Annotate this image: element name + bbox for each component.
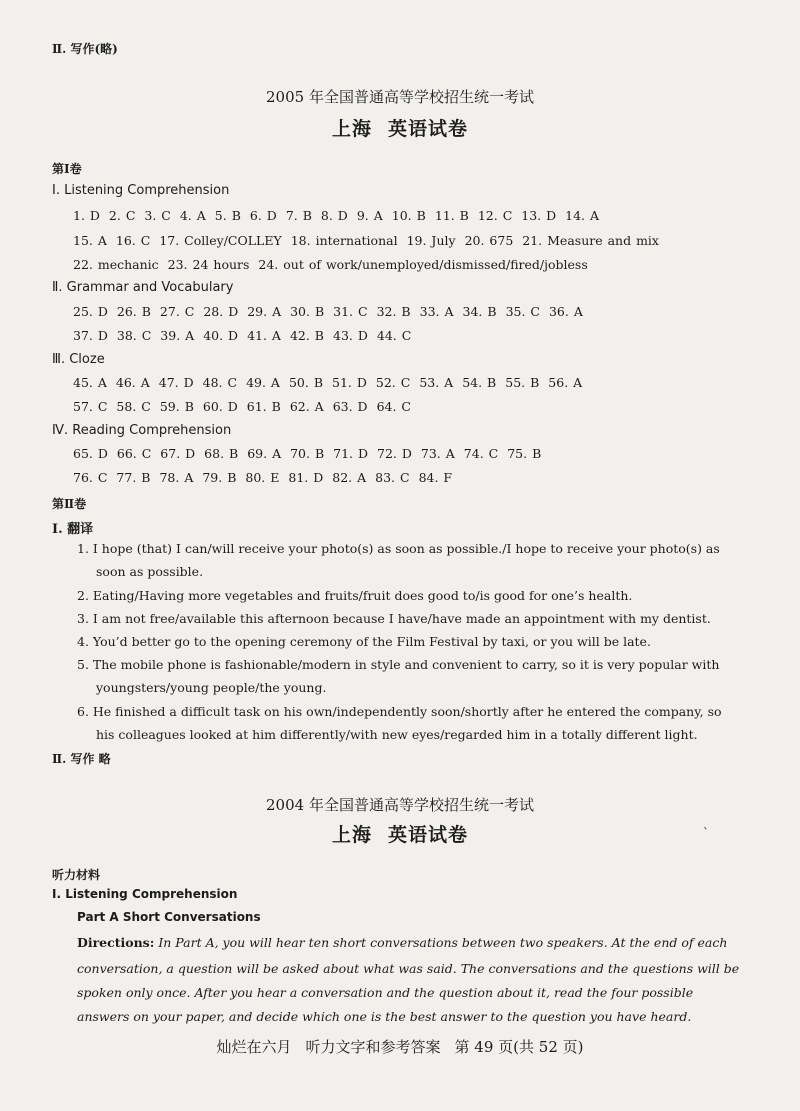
answer-item: 26. B bbox=[116, 304, 151, 319]
answer-item: 50. B bbox=[288, 375, 324, 390]
answer-item: 54. B bbox=[462, 375, 497, 390]
answer-item: 8. D bbox=[320, 208, 348, 223]
answer-item: 42. B bbox=[289, 328, 324, 343]
answer-item: 78. A bbox=[159, 470, 194, 485]
page-footer bbox=[0, 1036, 800, 1057]
listening-row-3 bbox=[73, 257, 597, 272]
directions-label: Directions: bbox=[77, 935, 155, 950]
footer-page-number: 第 49 页(共 52 页) bbox=[454, 1038, 584, 1056]
answer-item: 7. B bbox=[285, 208, 312, 223]
exam-2004-title bbox=[0, 820, 800, 847]
directions-line-3: spoken only once. After you hear a conversation and the question about it, read the four possible bbox=[77, 985, 694, 1000]
answer-item: 30. B bbox=[290, 304, 325, 319]
reading-section-title: Ⅳ. Reading Comprehension bbox=[52, 423, 232, 438]
translation-section-title: Ⅰ. 翻译 bbox=[52, 522, 94, 537]
answer-item: 5. B bbox=[214, 208, 241, 223]
exam-2004-year-title: 2004 年全国普通高等学校招生统一考试 bbox=[266, 796, 534, 814]
answer-item: 53. A bbox=[419, 375, 454, 390]
answer-item: 29. A bbox=[247, 304, 282, 319]
answer-item: 64. C bbox=[376, 399, 411, 414]
grammar-row-2 bbox=[73, 328, 420, 343]
translation-item-6: 6. He finished a difficult task on his own/independently soon/shortly after he entered the company, so bbox=[77, 704, 722, 719]
answer-item: 4. A bbox=[179, 208, 206, 223]
answer-item: 12. C bbox=[477, 208, 513, 223]
answer-item: 61. B bbox=[246, 399, 281, 414]
answer-item: 69. A bbox=[247, 446, 282, 461]
footer-section: 听力文字和参考答案 bbox=[305, 1038, 441, 1056]
answer-item: 36. A bbox=[548, 304, 583, 319]
answer-item: 27. C bbox=[159, 304, 195, 319]
answer-item: 82. A bbox=[332, 470, 367, 485]
grammar-row-1 bbox=[73, 304, 592, 319]
answer-item: 3. C bbox=[144, 208, 171, 223]
answer-item: 18. international bbox=[290, 233, 398, 248]
answer-item: 21. Measure and mix bbox=[522, 233, 659, 248]
listening-material-label: 听力材料 bbox=[52, 868, 101, 882]
cloze-row-1 bbox=[73, 375, 591, 390]
directions-line-4: answers on your paper, and decide which one is the best answer to the question you have heard. bbox=[77, 1009, 692, 1024]
answer-item: 55. B bbox=[505, 375, 540, 390]
answer-item: 57. C bbox=[73, 399, 108, 414]
exam-2005-subject: 英语试卷 bbox=[388, 118, 469, 140]
answer-item: 76. C bbox=[73, 470, 108, 485]
answer-item: 10. B bbox=[391, 208, 426, 223]
translation-item-1: 1. I hope (that) I can/will receive your photo(s) as soon as possible./I hope to receive your photo(s) as bbox=[77, 541, 720, 556]
answer-item: 84. F bbox=[418, 470, 453, 485]
answer-item: 31. C bbox=[333, 304, 368, 319]
answer-item: 70. B bbox=[290, 446, 325, 461]
translation-item-4: 4. You’d better go to the opening ceremony of the Film Festival by taxi, or you will be late. bbox=[77, 634, 651, 649]
translation-item-5: 5. The mobile phone is fashionable/modern in style and convenient to carry, so it is very popular with bbox=[77, 657, 720, 672]
exam-2004-region: 上海 bbox=[331, 824, 372, 846]
answer-item: 19. July bbox=[406, 233, 456, 248]
answer-item: 74. C bbox=[463, 446, 499, 461]
cloze-row-2 bbox=[73, 399, 420, 414]
answer-item: 67. D bbox=[160, 446, 196, 461]
answer-item: 39. A bbox=[160, 328, 195, 343]
answer-item: 68. B bbox=[204, 446, 239, 461]
answer-item: 20. 675 bbox=[464, 233, 514, 248]
answer-item: 9. A bbox=[356, 208, 383, 223]
answer-item: 1. D bbox=[73, 208, 100, 223]
answer-item: 48. C bbox=[202, 375, 238, 390]
reading-row-2 bbox=[73, 470, 461, 485]
answer-item: 43. D bbox=[333, 328, 368, 343]
answer-item: 23. 24 hours bbox=[167, 257, 250, 272]
previous-writing-section: Ⅱ. 写作(略) bbox=[52, 42, 118, 56]
answer-item: 15. A bbox=[73, 233, 107, 248]
answer-item: 25. D bbox=[73, 304, 108, 319]
answer-item: 79. B bbox=[202, 470, 237, 485]
answer-item: 6. D bbox=[249, 208, 277, 223]
listening-row-1 bbox=[73, 208, 608, 223]
writing-section: Ⅱ. 写作 略 bbox=[52, 752, 111, 766]
answer-item: 17. Colley/COLLEY bbox=[159, 233, 282, 248]
answer-item: 71. D bbox=[333, 446, 369, 461]
answer-item: 49. A bbox=[246, 375, 280, 390]
translation-item-5-cont: youngsters/young people/the young. bbox=[96, 680, 327, 695]
translation-item-6-cont: his colleagues looked at him differently/with new eyes/regarded him in a totally different light. bbox=[96, 727, 698, 742]
translation-item-3: 3. I am not free/available this afternoon because I have/have made an appointment with my dentist. bbox=[77, 611, 711, 626]
part-a-title: Part A Short Conversations bbox=[77, 910, 261, 924]
answer-item: 40. D bbox=[203, 328, 239, 343]
grammar-section-title: Ⅱ. Grammar and Vocabulary bbox=[52, 280, 234, 295]
answer-item: 58. C bbox=[116, 399, 151, 414]
answer-item: 22. mechanic bbox=[73, 257, 159, 272]
listening-row-2 bbox=[73, 233, 668, 248]
answer-item: 28. D bbox=[203, 304, 239, 319]
answer-item: 33. A bbox=[419, 304, 454, 319]
exam-2005-title bbox=[0, 114, 800, 141]
volume-1-label: 第Ⅰ卷 bbox=[52, 162, 82, 176]
answer-item: 73. A bbox=[420, 446, 455, 461]
answer-item: 80. E bbox=[245, 470, 280, 485]
answer-item: 34. B bbox=[462, 304, 497, 319]
answer-item: 65. D bbox=[73, 446, 108, 461]
exam-2004-section-title: Ⅰ. Listening Comprehension bbox=[52, 887, 238, 901]
answer-item: 13. D bbox=[521, 208, 557, 223]
exam-2004-subject: 英语试卷 bbox=[388, 824, 469, 846]
exam-2005-region: 上海 bbox=[331, 118, 372, 140]
stray-mark: ˋ bbox=[703, 826, 709, 840]
answer-item: 45. A bbox=[73, 375, 107, 390]
answer-item: 51. D bbox=[332, 375, 367, 390]
answer-item: 56. A bbox=[548, 375, 583, 390]
answer-item: 72. D bbox=[377, 446, 412, 461]
answer-item: 60. D bbox=[202, 399, 238, 414]
cloze-section-title: Ⅲ. Cloze bbox=[52, 352, 105, 367]
translation-item-2: 2. Eating/Having more vegetables and fruits/fruit does good to/is good for one’s health. bbox=[77, 588, 633, 603]
answer-item: 14. A bbox=[565, 208, 600, 223]
answer-item: 75. B bbox=[507, 446, 542, 461]
translation-item-1-cont: soon as possible. bbox=[96, 564, 204, 579]
answer-item: 62. A bbox=[289, 399, 324, 414]
answer-item: 44. C bbox=[376, 328, 412, 343]
reading-row-1 bbox=[73, 446, 550, 461]
exam-2005-year-title: 2005 年全国普通高等学校招生统一考试 bbox=[266, 88, 534, 106]
answer-item: 66. C bbox=[116, 446, 152, 461]
answer-item: 83. C bbox=[375, 470, 410, 485]
answer-item: 46. A bbox=[115, 375, 150, 390]
answer-item: 32. B bbox=[376, 304, 411, 319]
directions-line-2: conversation, a question will be asked about what was said. The conversations and the questions will be bbox=[77, 961, 740, 976]
answer-item: 35. C bbox=[505, 304, 540, 319]
answer-item: 63. D bbox=[332, 399, 368, 414]
answer-item: 38. C bbox=[116, 328, 152, 343]
answer-item: 59. B bbox=[159, 399, 194, 414]
volume-2-label: 第Ⅱ卷 bbox=[52, 497, 87, 511]
answer-item: 11. B bbox=[434, 208, 469, 223]
answer-item: 47. D bbox=[158, 375, 194, 390]
answer-item: 77. B bbox=[116, 470, 151, 485]
directions-text-1: In Part A, you will hear ten short conversations between two speakers. At the end of each bbox=[158, 935, 728, 950]
listening-section-title: Ⅰ. Listening Comprehension bbox=[52, 183, 230, 198]
answer-item: 2. C bbox=[108, 208, 136, 223]
answer-item: 16. C bbox=[115, 233, 151, 248]
directions-line-1 bbox=[77, 935, 727, 950]
answer-item: 41. A bbox=[247, 328, 281, 343]
answer-item: 37. D bbox=[73, 328, 108, 343]
footer-book: 灿烂在六月 bbox=[216, 1038, 292, 1056]
answer-item: 81. D bbox=[288, 470, 324, 485]
answer-item: 24. out of work/unemployed/dismissed/fired/jobless bbox=[258, 257, 588, 272]
answer-item: 52. C bbox=[375, 375, 411, 390]
